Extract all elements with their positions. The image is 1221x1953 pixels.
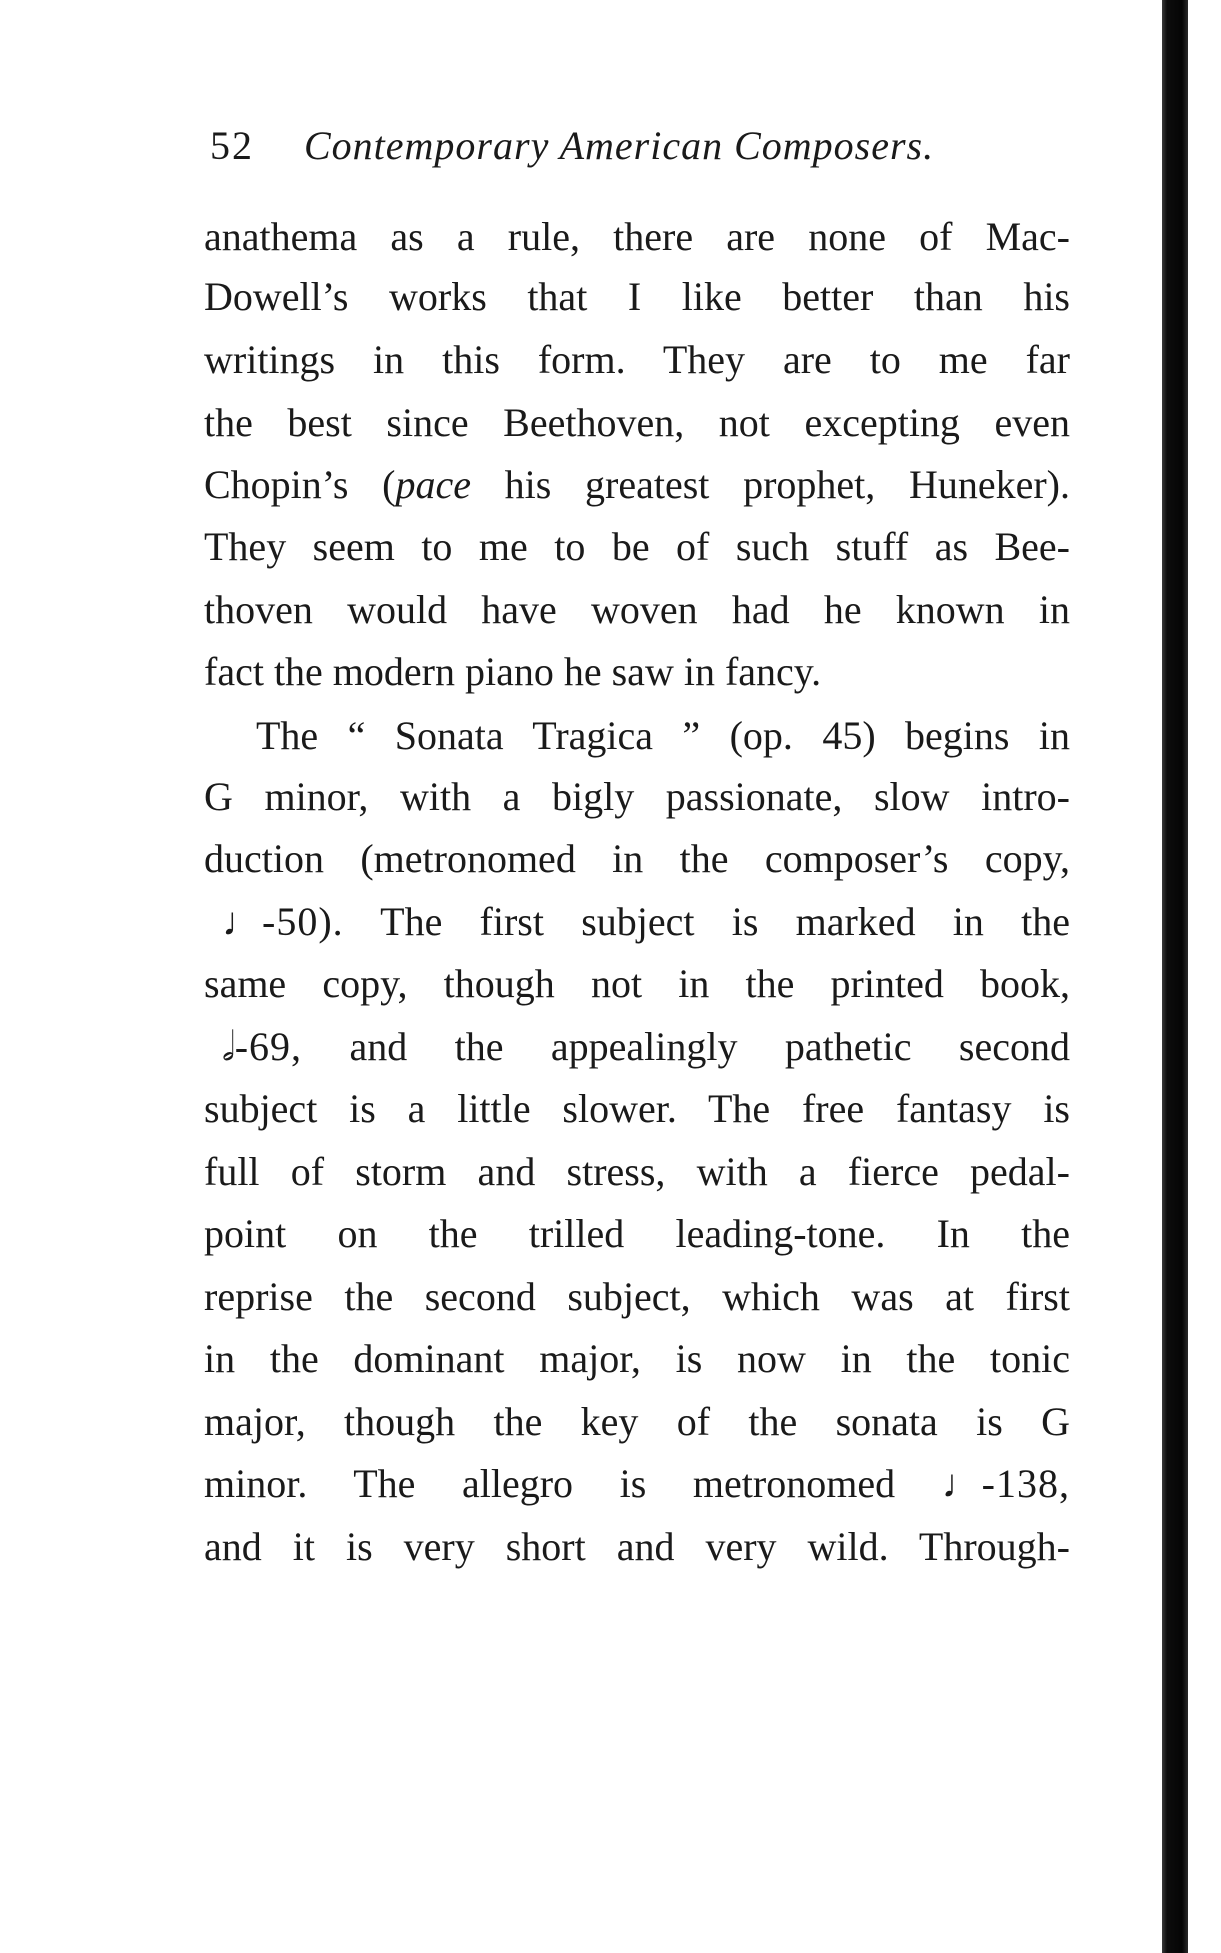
quarter-note-icon: ♩ <box>941 1461 982 1506</box>
text-line-10: G minor, with a bigly passionate, slow intro- <box>204 774 1070 819</box>
text-segment: Chopin’s ( <box>204 462 396 507</box>
text-line-21 <box>204 1454 1070 1514</box>
text-line-18: reprise the second subject, which was at first <box>204 1274 1070 1319</box>
text-line-12 <box>222 892 1070 952</box>
tempo-mark: -138, <box>981 1461 1070 1506</box>
text-line-9: The “ Sonata Tragica ” (op. 45) begins in <box>256 713 1070 758</box>
text-line-19: in the dominant major, is now in the tonic <box>204 1336 1070 1381</box>
italic-word: pace <box>395 462 471 507</box>
text-line-2: Dowell’s works that I like better than his <box>204 274 1070 319</box>
text-line-17: point on the trilled leading-tone. In the <box>204 1211 1070 1256</box>
tempo-mark: -69, <box>234 1024 303 1069</box>
text-line-5 <box>204 455 1070 515</box>
text-line-22: and it is very short and very wild. Through- <box>204 1524 1070 1569</box>
text-line-6: They seem to me to be of such stuff as Bee- <box>204 524 1070 569</box>
text-line-20: major, though the key of the sonata is G <box>204 1399 1070 1444</box>
text-segment: minor. The allegro is metronomed <box>204 1461 942 1506</box>
quarter-note-icon: ♩ <box>222 899 262 944</box>
text-line-11: duction (metronomed in the composer’s copy, <box>204 836 1070 881</box>
text-line-16: full of storm and stress, with a fierce pedal- <box>204 1149 1070 1194</box>
half-note-icon: 𝅗𝅥 <box>222 1024 235 1069</box>
text-segment: The first subject is marked in the <box>343 899 1070 944</box>
text-line-3: writings in this form. They are to me far <box>204 337 1070 382</box>
text-segment: and the appealingly pathetic second <box>302 1024 1070 1069</box>
page-edge-shadow <box>1162 0 1188 1953</box>
running-header <box>210 118 1090 174</box>
running-title: Contemporary American Composers. <box>304 123 935 168</box>
text-line-14 <box>222 1017 1070 1077</box>
text-line-4: the best since Beethoven, not excepting even <box>204 400 1070 445</box>
text-segment: his greatest prophet, Huneker). <box>471 462 1071 507</box>
text-line-13: same copy, though not in the printed book, <box>204 961 1070 1006</box>
page-number: 52 <box>210 123 254 168</box>
text-line-8: fact the modern piano he saw in fancy. <box>204 649 822 694</box>
text-line-1: anathema as a rule, there are none of Mac- <box>204 214 1070 259</box>
text-line-15: subject is a little slower. The free fantasy is <box>204 1086 1070 1131</box>
tempo-mark: -50). <box>262 899 344 944</box>
text-line-7: thoven would have woven had he known in <box>204 587 1070 632</box>
